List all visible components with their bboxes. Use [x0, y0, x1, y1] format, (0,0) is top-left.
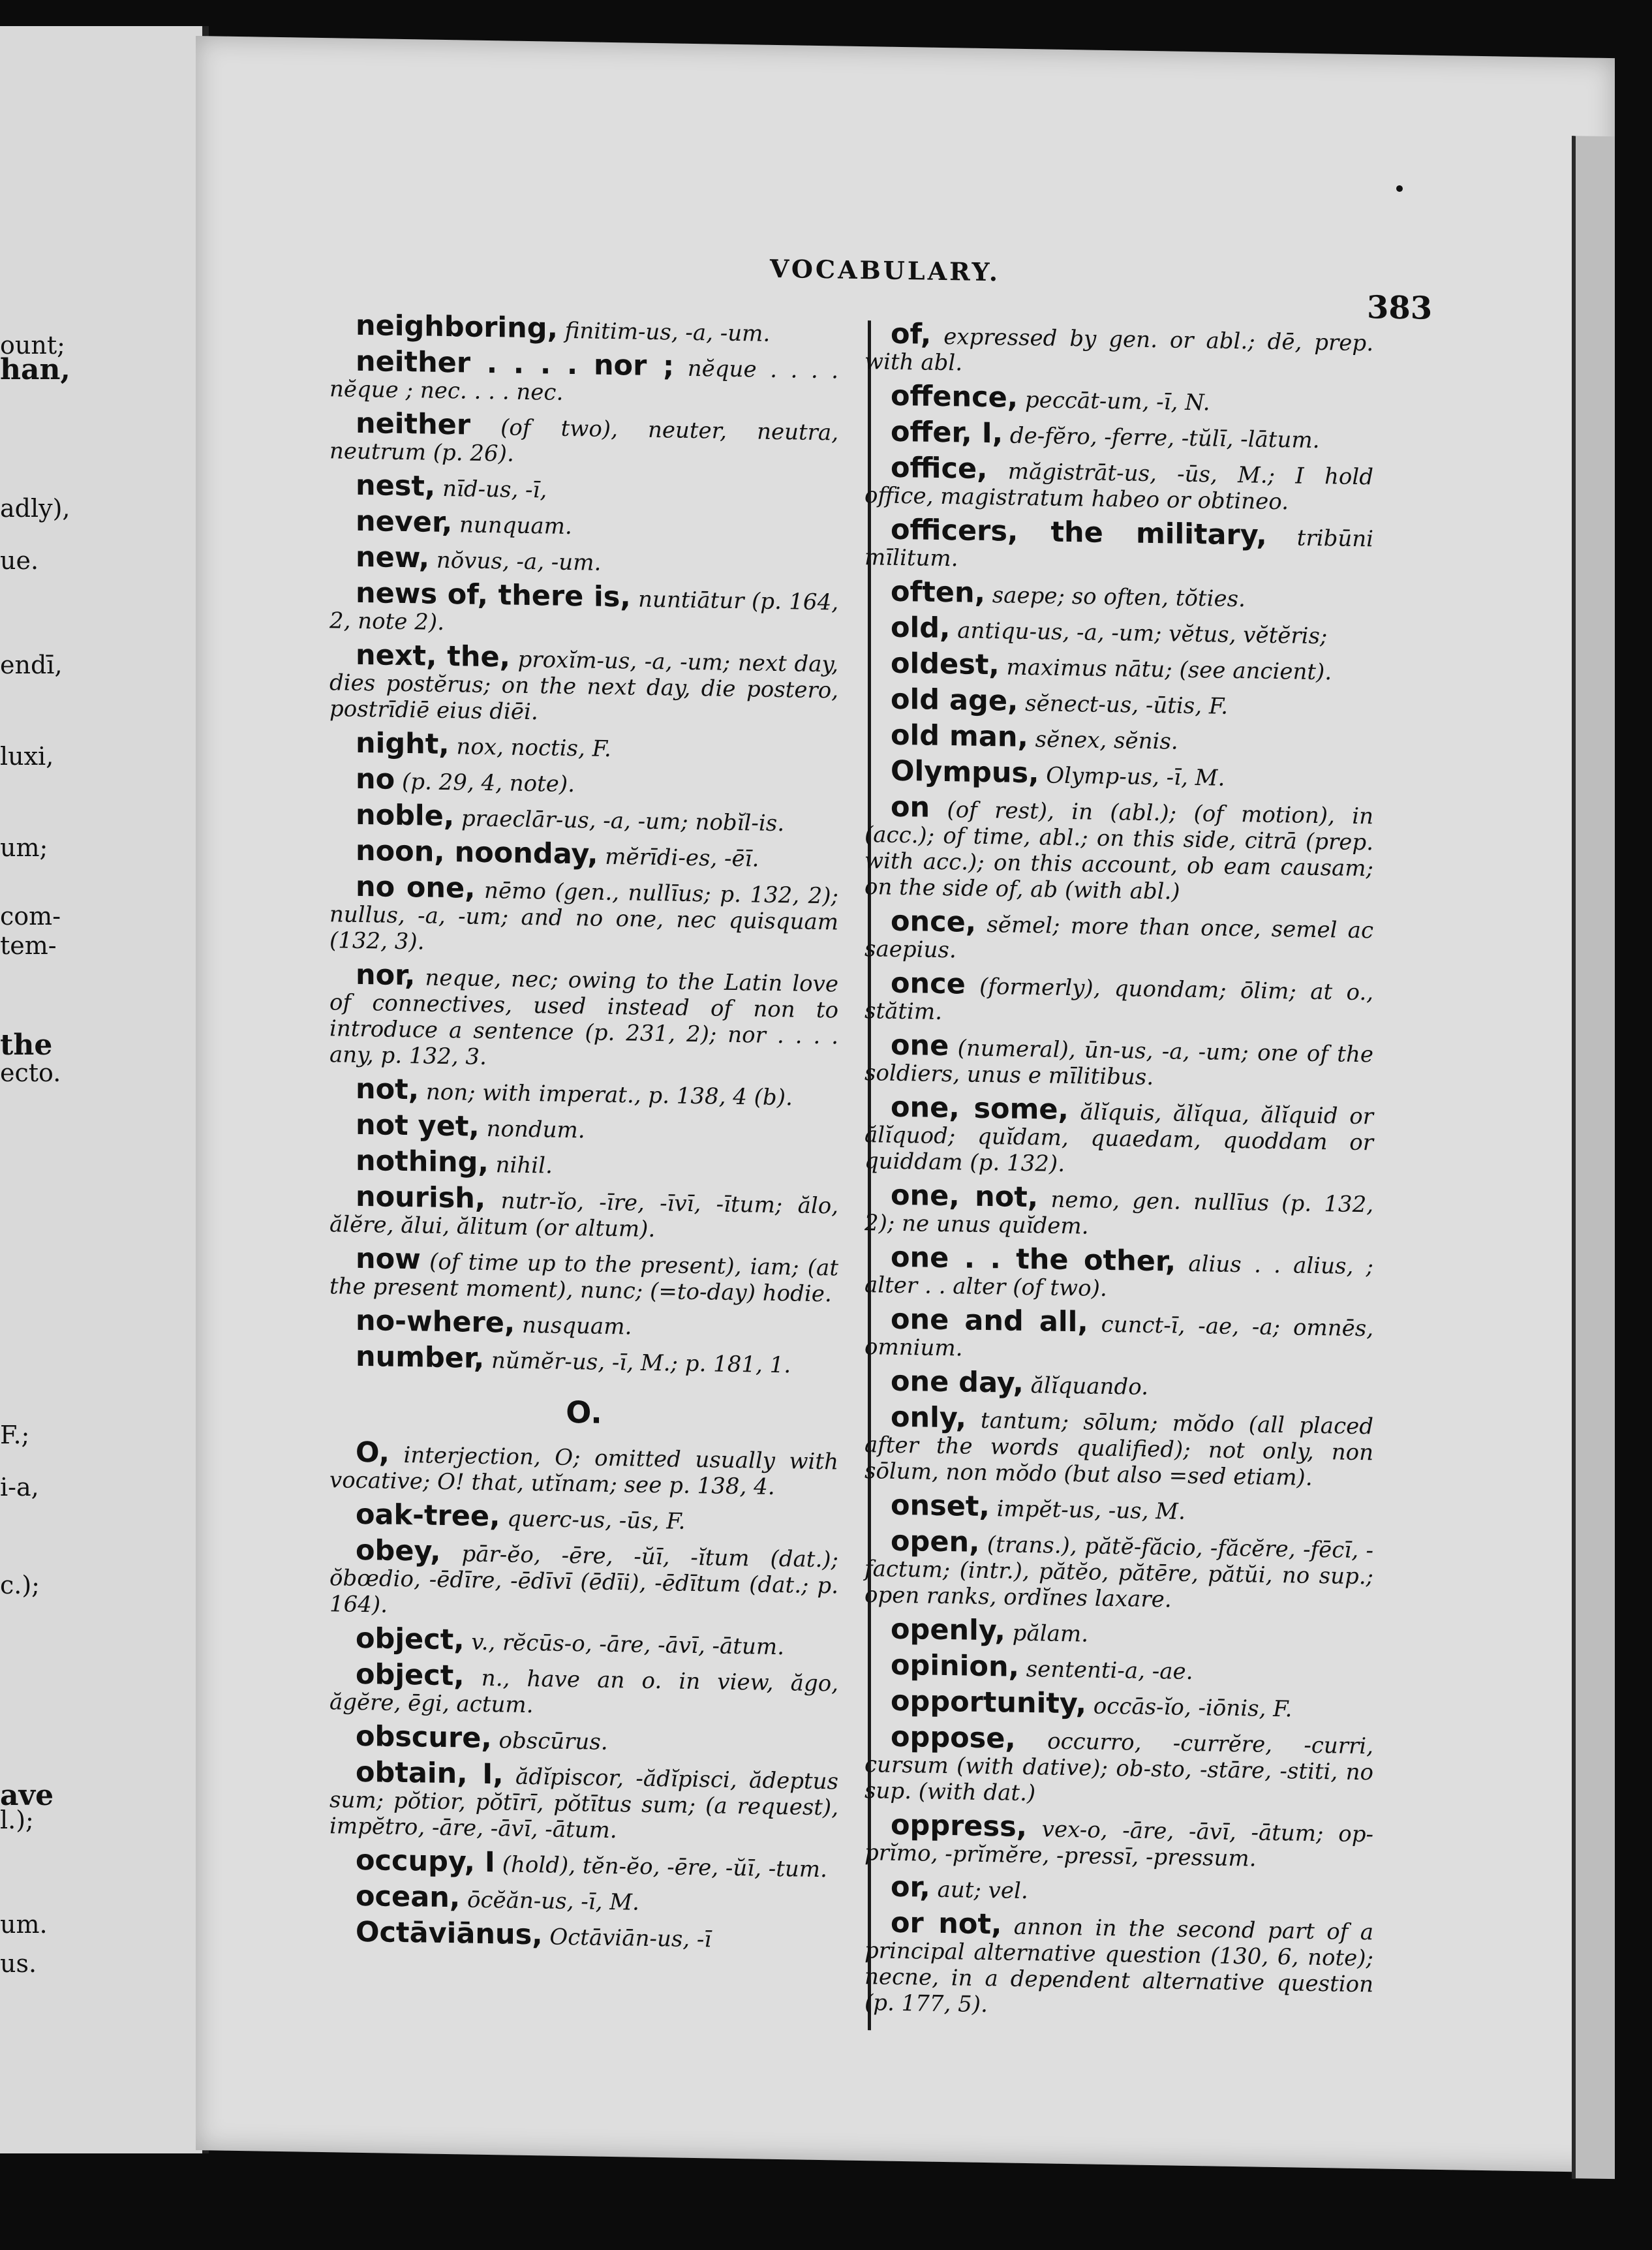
dictionary-entry [864, 1524, 1373, 1616]
headword: Octāviānus, [356, 1915, 543, 1952]
definition: (hold), tĕn-ĕo, -ēre, -ŭī, -tum. [495, 1851, 827, 1883]
headword: offer, I, [891, 415, 1003, 450]
definition: interjection, O; omitted usually with vocative; O! that, utĭnam; see p. 138, 4. [329, 1441, 838, 1500]
definition: sĕnex, sĕnis. [1028, 726, 1178, 755]
definition: alius . . alius, ; alter . . alter (of two). [864, 1250, 1373, 1302]
dictionary-entry [864, 718, 1373, 758]
definition: ōcĕăn-us, -ī, M. [460, 1887, 639, 1916]
definition: peccāt-um, -ī, N. [1018, 386, 1210, 416]
left-page-fragment: endī, [0, 651, 63, 679]
headword: not, [356, 1072, 420, 1107]
definition: tribūni mīlitum. [864, 524, 1374, 572]
dictionary-entry [329, 1915, 838, 1954]
left-page-fragment: l.); [0, 1806, 34, 1834]
headword: on [891, 790, 930, 824]
headword: often, [891, 575, 985, 610]
left-page-fragment: F.; [0, 1421, 30, 1449]
left-page-fragment: ount; [0, 331, 65, 360]
dictionary-entry [864, 1028, 1373, 1094]
dictionary-entry [864, 904, 1373, 970]
headword: number, [356, 1340, 485, 1375]
headword: openly, [891, 1612, 1005, 1648]
page-number: 383 [1367, 289, 1433, 327]
dictionary-entry [329, 1657, 838, 1723]
left-page-fragment: ave [0, 1779, 54, 1812]
headword: only, [891, 1400, 966, 1435]
dictionary-entry [329, 1533, 838, 1625]
definition: măgistrāt-us, -ūs, M.; I hold office, magistratum habeo or obtineo. [864, 458, 1373, 516]
dictionary-entry [329, 1144, 838, 1183]
headword: one, some, [891, 1090, 1069, 1127]
headword: one [891, 1028, 949, 1063]
definition: ădĭpiscor, -ădĭpisci, ădeptus sum; pŏtior, pŏtīrī, pŏtītus sum; (a request), impĕtro, -āre, -āvī, -ātum. [329, 1763, 838, 1844]
headword: oppress, [891, 1808, 1027, 1844]
headword: opinion, [891, 1648, 1019, 1684]
left-page-fragment: han, [0, 353, 70, 386]
definition: obscūrus. [491, 1727, 608, 1755]
dictionary-entry [864, 451, 1373, 516]
left-page-fragment: com- [0, 902, 61, 931]
definition: impĕt-us, -us, M. [989, 1496, 1185, 1525]
definition: (numeral), ūn-us, -a, -um; one of the soldiers, unus e mīlitibus. [864, 1035, 1373, 1091]
definition: (trans.), pătĕ-făcio, -făcĕre, -fēcī, -factum; (intr.), pătĕo, pătēre, pătŭi, no sup.; open ranks, ordĭnes laxare. [864, 1531, 1373, 1613]
dictionary-entry [329, 638, 838, 730]
left-page-fragment: i-a, [0, 1473, 39, 1502]
definition: non; with imperat., p. 138, 4 (b). [419, 1079, 793, 1111]
dictionary-entry [329, 1340, 838, 1379]
headword: old age, [891, 683, 1018, 718]
left-page-fragment: ecto. [0, 1058, 61, 1087]
dictionary-entry [329, 1108, 838, 1147]
headword: once [891, 966, 966, 1001]
headword: once, [891, 904, 977, 939]
definition: nīd-us, -ī, [435, 475, 547, 504]
dictionary-entry [329, 540, 838, 579]
headword: officers, the military, [891, 513, 1267, 552]
left-page-fragment: tem- [0, 931, 57, 960]
headword: Olympus, [891, 754, 1039, 790]
dictionary-entry [864, 790, 1373, 908]
definition: nunquam. [452, 512, 572, 540]
headword: now [356, 1242, 421, 1276]
dictionary-entry [864, 1870, 1373, 1909]
definition: saepe; so often, tŏties. [985, 582, 1246, 613]
definition: maximus nātu; (see ancient). [999, 654, 1332, 686]
left-page-fragment: adly), [0, 494, 70, 523]
headword: O, [356, 1436, 390, 1470]
headword: nest, [356, 469, 436, 503]
definition: sententi-a, -ae. [1018, 1656, 1193, 1686]
left-page-fragment: ue. [0, 546, 39, 575]
definition: Olymp-us, -ī, M. [1039, 762, 1225, 792]
dictionary-entry [329, 762, 838, 801]
headword: opportunity, [891, 1684, 1086, 1721]
dictionary-entry [329, 1719, 838, 1759]
dictionary-entry [864, 1364, 1373, 1404]
dictionary-entry [864, 1400, 1373, 1492]
dictionary-entry [864, 513, 1374, 578]
definition: occurro, -currĕre, -curri, cursum (with dative); ob-sto, -stāre, -stiti, no sup. (with dat.) [864, 1727, 1373, 1807]
dictionary-entry [329, 1498, 838, 1537]
headword: object, [356, 1657, 465, 1693]
headword: noble, [356, 798, 455, 833]
definition: expressed by gen. or abl.; dē, prep. with abl. [864, 323, 1373, 377]
definition: cunct-ī, -ae, -a; omnēs, omnium. [864, 1311, 1374, 1362]
headword: one . . the other, [891, 1241, 1176, 1278]
headword: or, [891, 1870, 930, 1904]
definition: occās-ĭo, -iōnis, F. [1086, 1693, 1293, 1723]
headword: nor, [356, 958, 416, 993]
dictionary-entry [329, 1436, 838, 1501]
headword: no one, [356, 870, 476, 905]
definition: nŏvus, -a, -um. [429, 547, 602, 576]
headword: noon, noonday, [356, 834, 598, 871]
dictionary-entry [864, 1906, 1374, 2024]
dictionary-entry [329, 958, 838, 1075]
dictionary-entry [864, 1612, 1373, 1652]
headword: obscure, [356, 1719, 492, 1755]
section-letter: O. [566, 1394, 602, 1430]
definition: finitim-us, -a, -um. [557, 317, 771, 347]
definition: pălam. [1005, 1620, 1088, 1648]
definition: ălĭquando. [1023, 1372, 1148, 1400]
dictionary-entry [864, 683, 1373, 722]
definition: (of rest), in (abl.); (of motion), in (acc.); of time, abl.; on this side, citrā (prep. with acc.); on this account, ob eam causam; on the side of, ab (with abl.) [864, 796, 1373, 905]
definition: pār-ĕo, -ēre, -ŭī, -ĭtum (dat.); ŏbœdio, -ēdīre, -ēdīvī (ēdīi), -ēdītum (dat.; p. 164). [329, 1540, 838, 1618]
headword: obey, [356, 1533, 441, 1568]
headword: old, [891, 611, 951, 645]
dictionary-entry [864, 754, 1373, 794]
dictionary-entry [864, 1179, 1374, 1244]
dictionary-entry [864, 611, 1373, 650]
dictionary-entry [864, 1720, 1373, 1811]
left-page-fragment: the [0, 1028, 53, 1062]
headword: ocean, [356, 1879, 461, 1915]
headword: next, the, [356, 638, 510, 674]
page-edge [1572, 136, 1615, 2179]
definition: nuntiātur (p. 164, 2, note 2). [329, 586, 839, 636]
dictionary-entry [864, 647, 1373, 686]
definition: ălĭquis, ălĭqua, ălĭquid or ălĭquod; quĭdam, quaedam, quoddam or quiddam (p. 132). [864, 1099, 1374, 1177]
headword: open, [891, 1524, 980, 1559]
headword: one and all, [891, 1302, 1088, 1339]
left-page-fragment: um; [0, 833, 48, 862]
left-column [329, 309, 839, 1962]
definition: nihil. [488, 1152, 553, 1179]
dictionary-entry [329, 345, 838, 410]
headword: new, [356, 540, 430, 575]
definition: nŭmĕr-us, -ī, M.; p. 181, 1. [484, 1347, 791, 1379]
headword: oak-tree, [356, 1498, 500, 1533]
definition: (p. 29, 4, note). [395, 768, 575, 798]
left-page [0, 26, 209, 2153]
dictionary-entry [864, 317, 1373, 382]
dictionary-entry [329, 1843, 838, 1883]
dictionary-entry [864, 1808, 1373, 1873]
dictionary-entry [329, 1755, 838, 1847]
headword: never, [356, 504, 453, 540]
definition: sĕnect-us, -ūtis, F. [1018, 690, 1228, 720]
headword: office, [891, 451, 988, 486]
headword: object, [356, 1622, 465, 1657]
dictionary-entry [329, 469, 838, 508]
headword: not yet, [356, 1108, 480, 1143]
right-column [864, 317, 1374, 2031]
headword: one day, [891, 1364, 1024, 1400]
dictionary-entry [329, 726, 838, 765]
definition: nemo, gen. nullīus (p. 132, 2); ne unus quĭdem. [864, 1186, 1374, 1240]
definition: Octāviān-us, -ī [542, 1924, 712, 1953]
definition: aut; vel. [930, 1876, 1028, 1905]
ink-dot [1396, 185, 1403, 192]
definition: nutr-ĭo, -īre, -īvī, -ītum; ălo, ălĕre, ălui, ălitum (or altum). [329, 1187, 838, 1243]
definition: vex-o, -āre, -āvī, -ātum; op-prĭmo, -prĭmĕre, -pressī, -pressum. [864, 1816, 1373, 1872]
dictionary-entry [864, 1488, 1373, 1528]
headword: no [356, 762, 395, 796]
definition: nondum. [479, 1115, 585, 1144]
definition: sĕmel; more than once, semel ac saepius. [864, 911, 1373, 964]
dictionary-entry [329, 870, 838, 961]
dictionary-entry [864, 575, 1373, 614]
headword: news of, there is, [356, 576, 631, 614]
headword: offence, [891, 379, 1018, 414]
headword: of, [891, 317, 932, 351]
definition: de-fĕro, -ferre, -tŭlī, -lātum. [1003, 422, 1320, 454]
definition: v., rĕcūs-o, -āre, -āvī, -ātum. [464, 1629, 784, 1661]
dictionary-entry [329, 1242, 838, 1308]
definition: mĕrīdi-es, -ēī. [598, 843, 759, 872]
definition: nusquam. [515, 1312, 632, 1340]
dictionary-entry [329, 834, 838, 873]
dictionary-entry [864, 415, 1373, 454]
dictionary-entry [329, 1879, 838, 1919]
page-383 [196, 36, 1615, 2172]
headword: oldest, [891, 647, 1000, 682]
headword: night, [356, 726, 450, 762]
dictionary-entry [329, 1072, 838, 1111]
definition: annon in the second part of a principal alternative question (130, 6, note); necne, in a dependent alternative question (p. 177, 5). [864, 1913, 1374, 2018]
dictionary-entry [864, 379, 1373, 418]
definition: nox, noctis, F. [449, 733, 611, 763]
dictionary-entry [329, 309, 838, 348]
headword: or not, [891, 1906, 1002, 1941]
dictionary-entry [864, 1302, 1374, 1368]
definition: (of time up to the present), iam; (at the present moment), nunc; (=to-day) hodie. [329, 1248, 838, 1308]
headword: neither . . . . nor ; [356, 345, 675, 383]
dictionary-entry [864, 1241, 1373, 1306]
dictionary-entry [329, 407, 838, 472]
dictionary-entry [329, 504, 838, 544]
definition: n., have an o. in view, ăgo, ăgĕre, ēgi, actum. [329, 1665, 838, 1719]
headword: nothing, [356, 1144, 489, 1180]
dictionary-entry [864, 1090, 1374, 1182]
headword: obtain, I, [356, 1755, 504, 1791]
headword: neighboring, [356, 309, 558, 345]
dictionary-entry [864, 966, 1373, 1032]
definition: tantum; sōlum; mŏdo (all placed after the words qualified); not only, non sōlum, non mŏdo (but also =sed etiam). [864, 1407, 1373, 1491]
headword: nourish, [356, 1180, 486, 1215]
left-page-fragment: um. [0, 1910, 48, 1939]
dictionary-entry [864, 1648, 1373, 1688]
definition: antiqu-us, -a, -um; vĕtus, vĕtĕris; [950, 617, 1328, 650]
definition: querc-us, -ūs, F. [500, 1505, 686, 1535]
definition: nĕque . . . . nĕque ; nec. . . . nec. [329, 355, 838, 406]
definition: proxĭm-us, -a, -um; next day, dies postĕrus; on the next day, die postero, postrīdiē eius diēi. [329, 646, 838, 726]
headword: no-where, [356, 1304, 515, 1340]
running-head: VOCABULARY. [770, 253, 1000, 287]
definition: (formerly), quondam; ōlim; at o., stătim. [864, 973, 1373, 1025]
headword: occupy, I [356, 1843, 495, 1879]
dictionary-entry [329, 576, 839, 641]
left-page-fragment: luxi, [0, 742, 54, 771]
definition: neque, nec; owing to the Latin love of connectives, used instead of non to introduce a sentence (p. 231, 2); nor . . . . any, p. 132, 3. [329, 964, 838, 1071]
headword: neither [356, 407, 471, 442]
definition: praeclār-us, -a, -um; nobĭl-is. [454, 805, 785, 837]
dictionary-entry [329, 1622, 838, 1661]
dictionary-entry [864, 1684, 1373, 1723]
dictionary-entry [329, 798, 838, 837]
definition: (of two), neuter, neutra, neutrum (p. 26). [329, 414, 838, 467]
headword: old man, [891, 718, 1028, 754]
definition: nēmo (gen., nullīus; p. 132, 2); nullus, -a, -um; and no one, nec quisquam (132, 3). [329, 877, 838, 955]
headword: oppose, [891, 1720, 1016, 1755]
headword: onset, [891, 1488, 990, 1524]
dictionary-entry [329, 1180, 838, 1245]
headword: one, not, [891, 1179, 1039, 1214]
dictionary-entry [329, 1304, 838, 1343]
left-page-fragment: us. [0, 1949, 37, 1978]
left-page-fragment: c.); [0, 1571, 40, 1599]
